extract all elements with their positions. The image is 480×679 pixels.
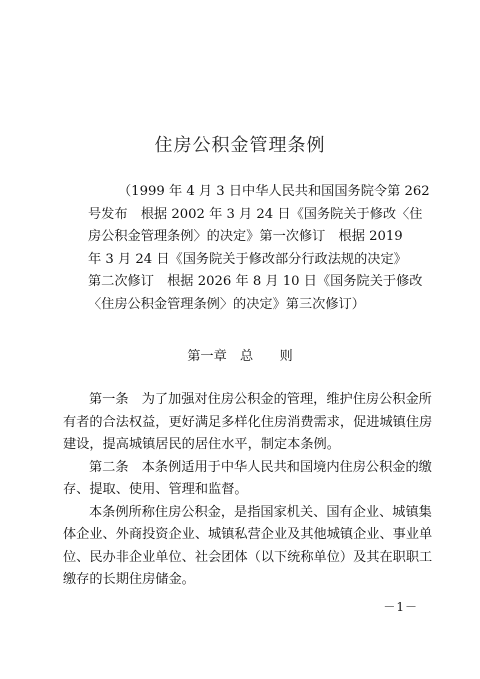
article-2-paragraph-line: 本条例所称住房公积金，是指国家机关、国有企业、城镇集 xyxy=(89,504,432,520)
article-2-paragraph-line: 缴存的长期住房储金。 xyxy=(63,572,195,587)
preamble-line: （1999 年 4 月 3 日中华人民共和国国务院令第 262 xyxy=(118,184,430,199)
article-1-line: 建设，提高城镇居民的居住水平，制定本条例。 xyxy=(63,437,340,452)
article-body xyxy=(63,389,433,592)
article-2-line: 存、提取、使用、管理和监督。 xyxy=(63,482,248,497)
document-title: 住房公积金管理条例 xyxy=(154,135,326,156)
preamble xyxy=(88,181,430,316)
preamble-line: 号发布 根据 2002 年 3 月 24 日《国务院关于修改〈住 xyxy=(88,206,423,222)
article-2-paragraph-line: 位、民办非企业单位、社会团体（以下统称单位）及其在职职工 xyxy=(63,549,433,565)
article-1-line: 第一条 为了加强对住房公积金的管理，维护住房公积金所 xyxy=(89,392,432,407)
preamble-line: 年 3 月 24 日《国务院关于修改部分行政法规的决定》 xyxy=(88,251,407,267)
preamble-line: 第二次修订 根据 2026 年 8 月 10 日《国务院关于修改 xyxy=(88,274,423,289)
preamble-line: 〈住房公积金管理条例〉的决定》第三次修订） xyxy=(88,296,365,312)
page-number: －1－ xyxy=(383,600,418,614)
chapter-heading: 第一章 总 则 xyxy=(187,349,293,364)
article-1-line: 有者的合法权益，更好满足多样化住房消费需求，促进城镇住房 xyxy=(63,414,433,430)
article-2-paragraph-line: 体企业、外商投资企业、城镇私营企业及其他城镇企业、事业单 xyxy=(63,527,433,542)
preamble-line: 房公积金管理条例〉的决定》第一次修订 根据 2019 xyxy=(88,229,403,244)
article-2-line: 第二条 本条例适用于中华人民共和国境内住房公积金的缴 xyxy=(89,459,432,475)
